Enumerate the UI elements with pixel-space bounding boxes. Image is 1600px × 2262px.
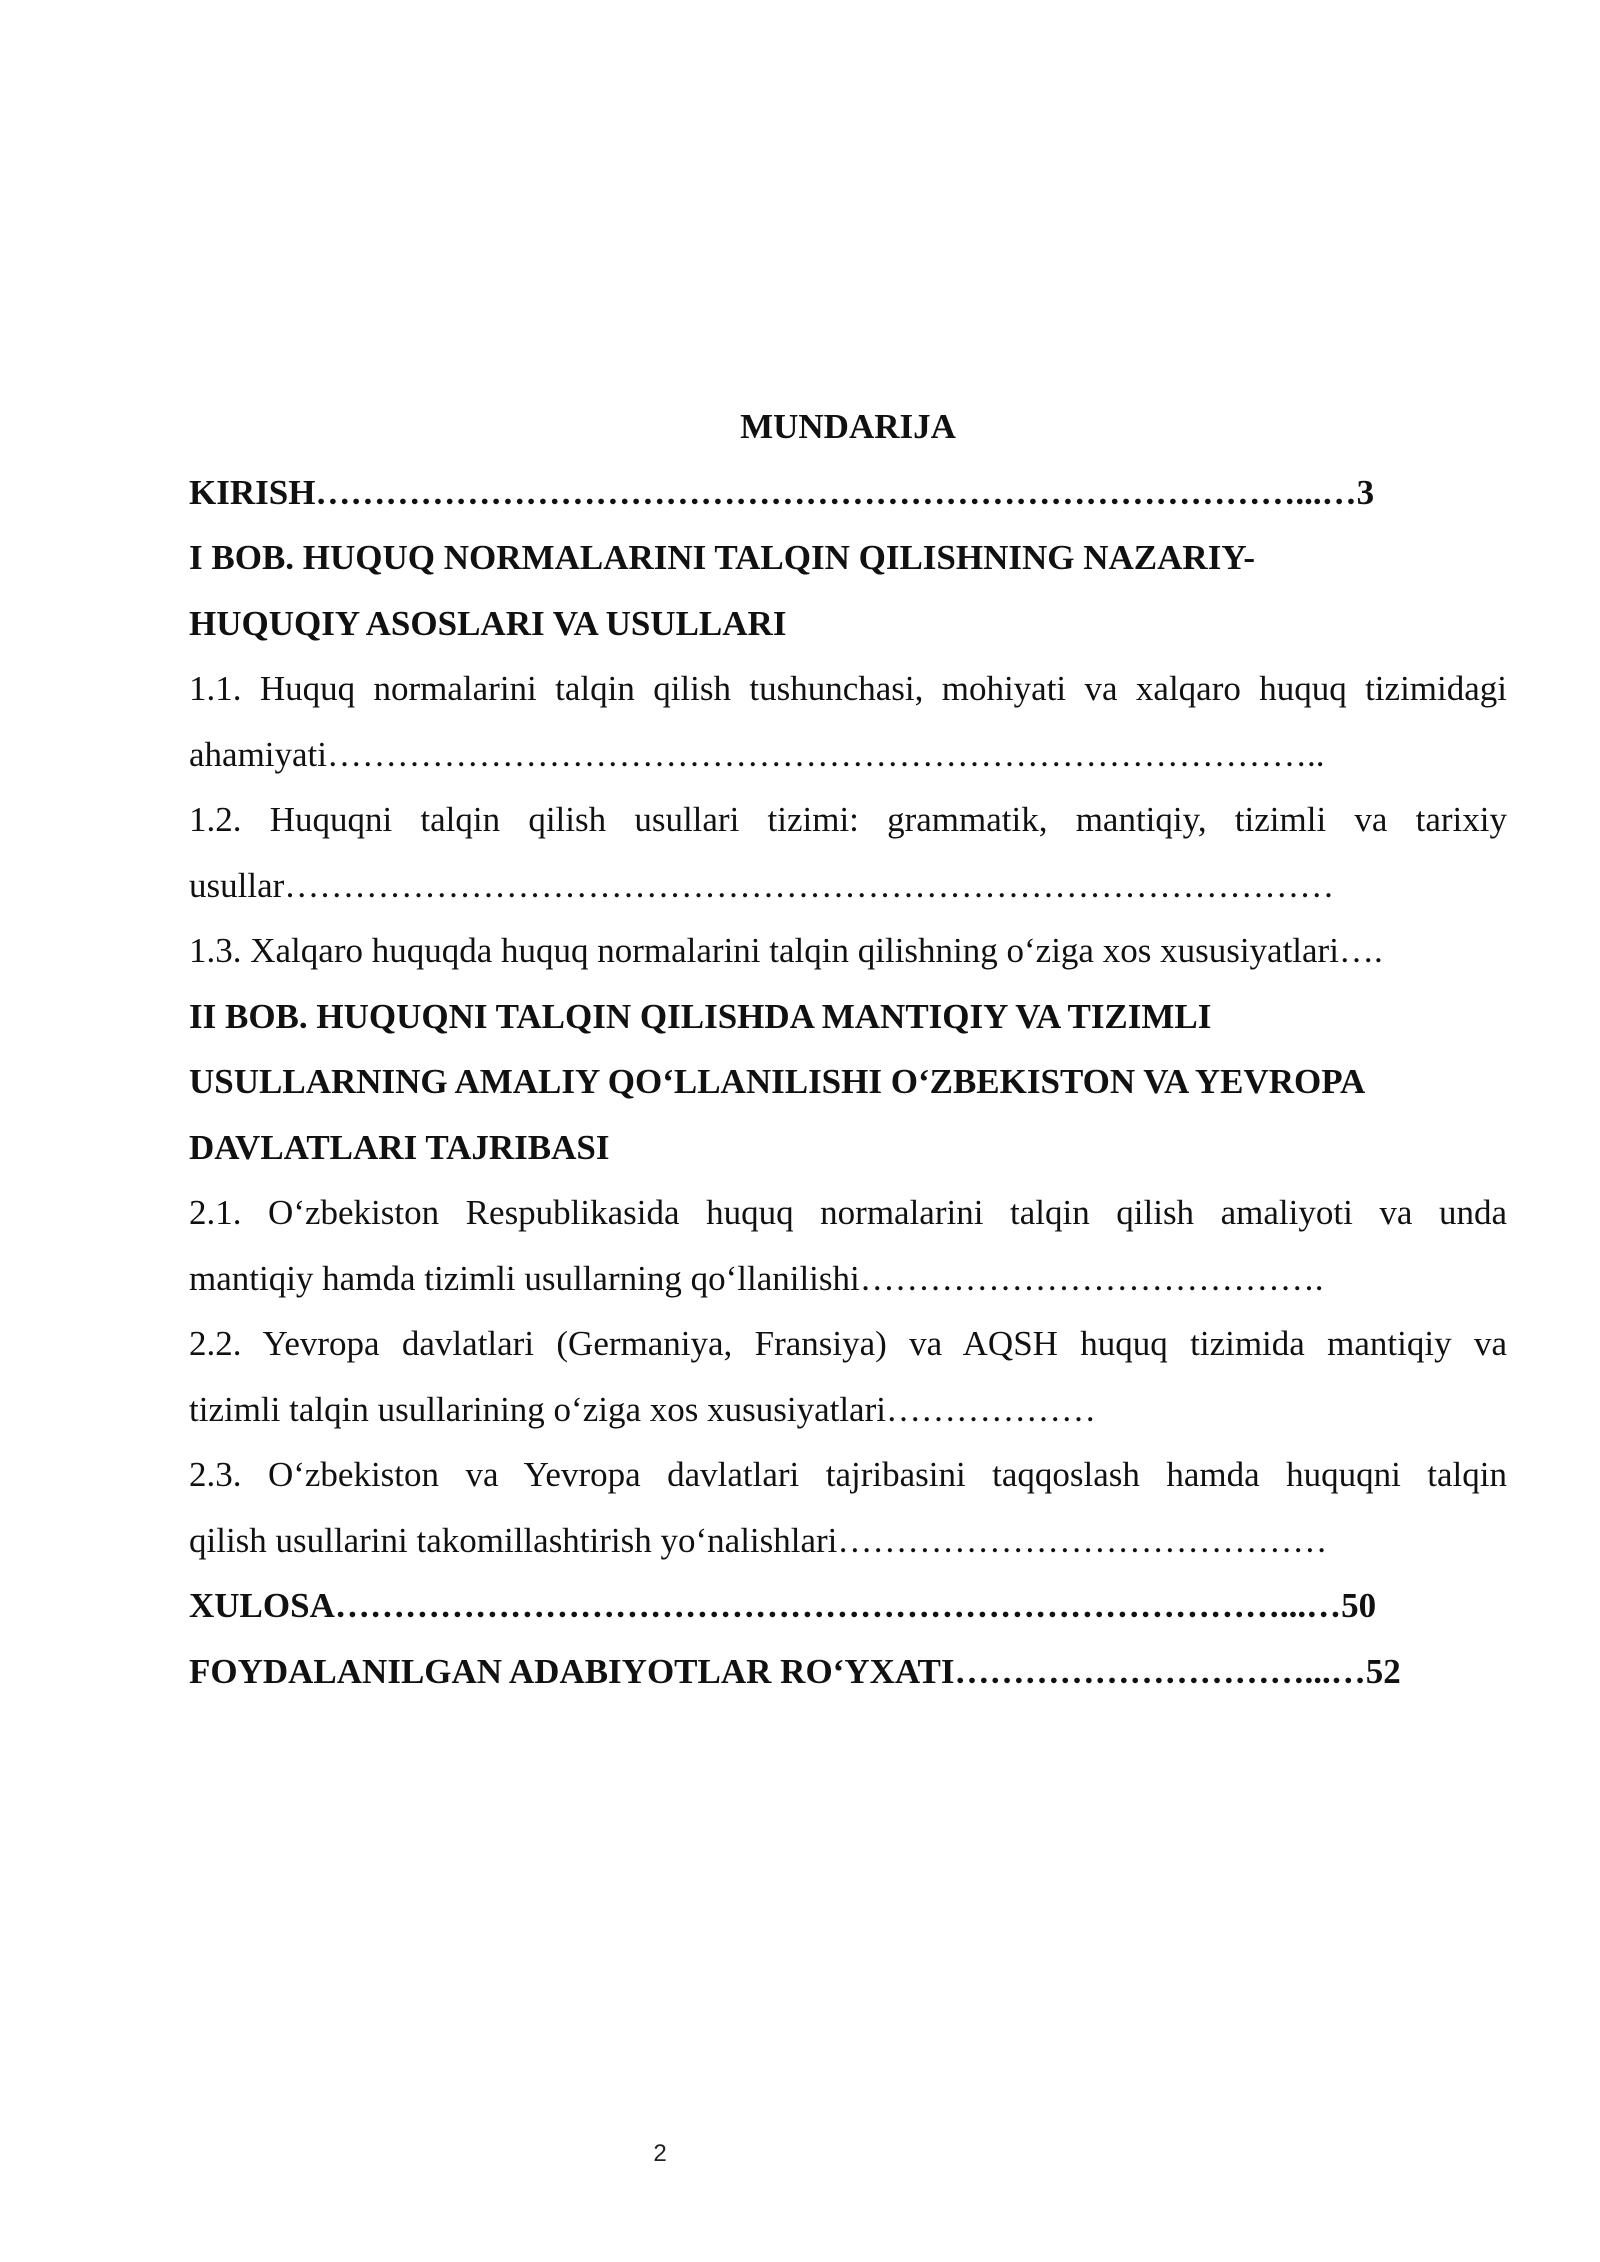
- toc-section-2-3: 2.3. Oʻzbekiston va Yevropa davlatlari tajribasini taqqoslash hamda huquqni talqin: [189, 1455, 1507, 1494]
- toc-section-1-2: 1.2. Huquqni talqin qilish usullari tizimi: grammatik, mantiqiy, tizimli va tarixiy: [189, 800, 1507, 839]
- toc-section-2-3-cont: qilish usullarini takomillashtirish yoʻnalishlari……………………………………: [189, 1520, 1328, 1560]
- toc-section-1-1-cont: ahamiyati…………………………………………………………………………..: [189, 734, 1325, 774]
- toc-chapter-2-heading-cont: USULLARNING AMALIY QOʻLLANILISHI OʻZBEKISTON VA YEVROPA: [189, 1062, 1366, 1101]
- toc-entry-xulosa: XULOSA………………………………………………………………………...…50: [189, 1586, 1377, 1625]
- page-number: 2: [653, 2140, 667, 2167]
- toc-section-2-1: 2.1. Oʻzbekiston Respublikasida huquq normalarini talqin qilish amaliyoti va unda: [189, 1193, 1507, 1232]
- toc-chapter-1-heading-cont: HUQUQIY ASOSLARI VA USULLARI: [189, 603, 787, 643]
- toc-section-1-3: 1.3. Xalqaro huquqda huquq normalarini talqin qilishning oʻziga xos xususiyatlari….: [189, 931, 1383, 970]
- toc-section-1-2-cont: usullar………………………………………………………………………………: [189, 865, 1335, 905]
- toc-section-1-1: 1.1. Huquq normalarini talqin qilish tushunchasi, mohiyati va xalqaro huquq tizimidagi: [189, 669, 1507, 708]
- toc-chapter-1-heading: I BOB. HUQUQ NORMALARINI TALQIN QILISHNING NAZARIY-: [189, 538, 1256, 577]
- toc-section-2-2-cont: tizimli talqin usullarining oʻziga xos xususiyatlari………………: [189, 1389, 1096, 1429]
- toc-chapter-2-heading: II BOB. HUQUQNI TALQIN QILISHDA MANTIQIY VA TIZIMLI: [189, 996, 1212, 1036]
- table-of-contents: [189, 394, 1507, 1704]
- toc-chapter-2-heading-cont-2: DAVLATLARI TAJRIBASI: [189, 1127, 610, 1167]
- toc-title: MUNDARIJA: [740, 407, 956, 446]
- toc-section-2-1-cont: mantiqiy hamda tizimli usullarning qoʻllanilishi………………………………….: [189, 1258, 1324, 1298]
- toc-section-2-2: 2.2. Yevropa davlatlari (Germaniya, Fransiya) va AQSH huquq tizimida mantiqiy va: [189, 1324, 1507, 1363]
- toc-entry-kirish: KIRISH…………………………………………………………………………...…3: [189, 472, 1375, 512]
- toc-entry-bibliography: FOYDALANILGAN ADABIYOTLAR ROʻYXATI…………………………...…52: [189, 1651, 1401, 1691]
